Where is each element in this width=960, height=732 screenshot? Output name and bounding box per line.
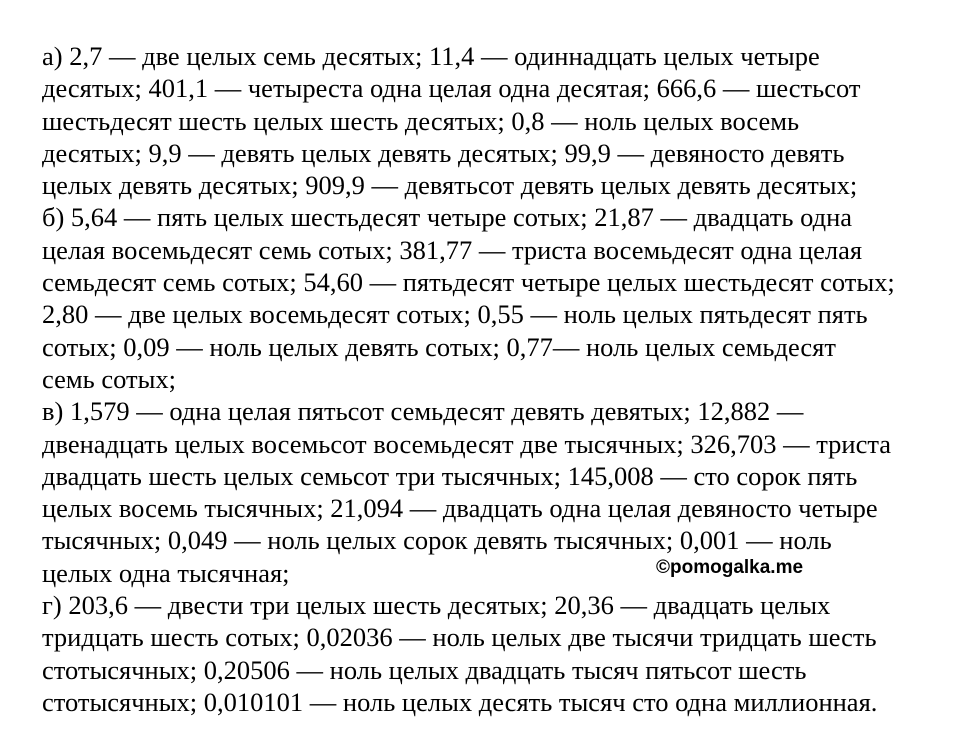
text-line: целая восемьдесят семь сотых; 381,77 — триста восемьдесят одна целая: [42, 234, 863, 265]
text-line: целых восемь тысячных; 21,094 — двадцать одна целая девяносто четыре: [42, 493, 878, 524]
text-line: двенадцать целых восемьсот восемьдесят две тысячных; 326,703 — триста: [42, 428, 891, 459]
text-line: десятых; 9,9 — девять целых девять десятых; 99,9 — девяносто девять: [42, 137, 845, 168]
text-line: целых девять десятых; 909,9 — девятьсот девять целых девять десятых;: [42, 170, 858, 201]
answer-text: [42, 40, 947, 718]
text-line: стотысячных; 0,20506 — ноль целых двадцать тысяч пятьсот шесть: [42, 654, 807, 685]
text-line: тридцать шесть сотых; 0,02036 — ноль целых две тысячи тридцать шесть: [42, 622, 877, 653]
text-line: б) 5,64 — пять целых шестьдесят четыре сотых; 21,87 — двадцать одна: [42, 202, 853, 233]
text-line: десятых; 401,1 — четыреста одна целая одна десятая; 666,6 — шестьсот: [42, 73, 861, 104]
text-line: стотысячных; 0,010101 — ноль целых десять тысяч сто одна миллионная.: [42, 686, 878, 717]
text-line: семьдесят семь сотых; 54,60 — пятьдесят четыре целых шестьдесят сотых;: [42, 267, 895, 298]
text-line: сотых; 0,09 — ноль целых девять сотых; 0,77— ноль целых семьдесят: [42, 331, 836, 362]
text-line: в) 1,579 — одна целая пятьсот семьдесят девять девятых; 12,882 —: [42, 396, 804, 427]
watermark: ©pomogalka.me: [656, 557, 804, 578]
text-line: семь сотых;: [42, 363, 176, 394]
text-line: г) 203,6 — двести три целых шесть десятых; 20,36 — двадцать целых: [42, 590, 831, 621]
text-line: целых одна тысячная;: [42, 557, 290, 588]
text-line: 2,80 — две целых восемьдесят сотых; 0,55 — ноль целых пятьдесят пять: [42, 299, 868, 330]
text-line: двадцать шесть целых семьсот три тысячных; 145,008 — сто сорок пять: [42, 460, 858, 491]
text-line: тысячных; 0,049 — ноль целых сорок девять тысячных; 0,001 — ноль: [42, 525, 832, 556]
text-line: шестьдесят шесть целых шесть десятых; 0,8 — ноль целых восемь: [42, 105, 800, 136]
text-line: а) 2,7 — две целых семь десятых; 11,4 — одиннадцать целых четыре: [42, 41, 820, 71]
